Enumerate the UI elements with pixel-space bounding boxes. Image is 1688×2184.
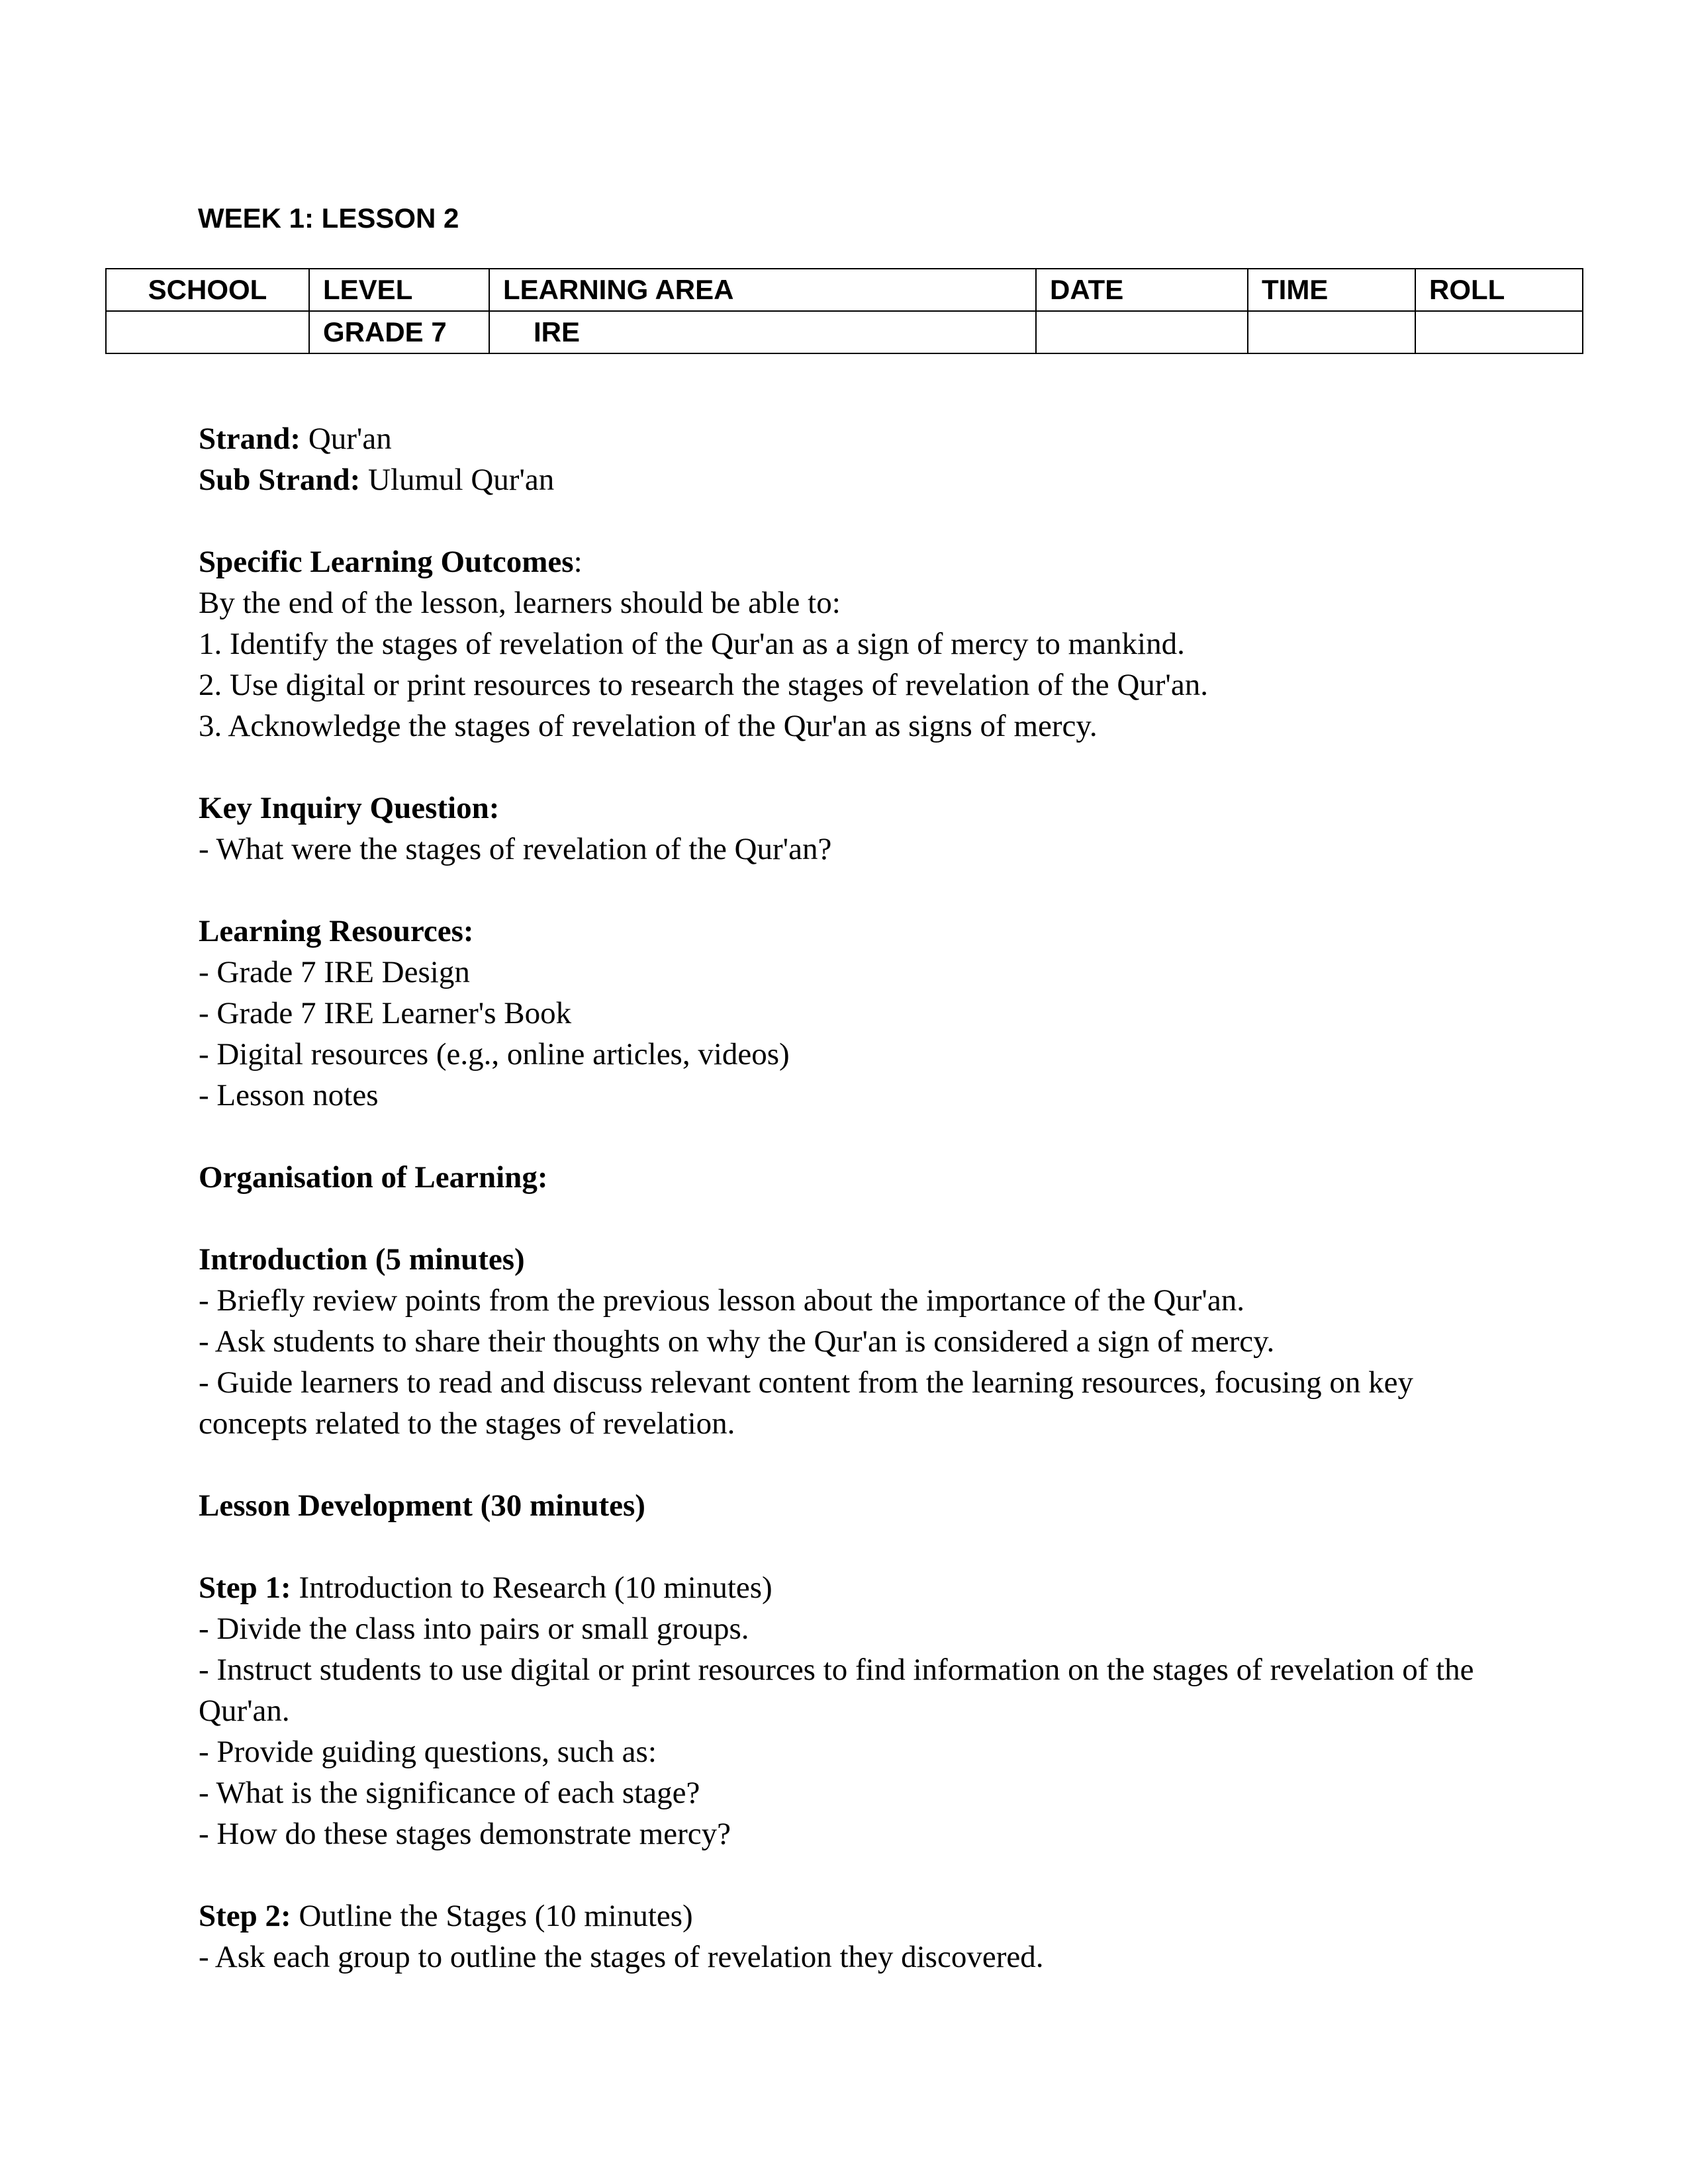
- list-item: 1. Identify the stages of revelation of the Qur'an as a sign of mercy to mankind.: [199, 627, 1185, 661]
- outcomes-intro: By the end of the lesson, learners should be able to:: [199, 586, 841, 620]
- learning-area-cell: IRE: [489, 311, 1036, 353]
- development-heading: Lesson Development (30 minutes): [199, 1488, 645, 1523]
- strand-value: Qur'an: [301, 422, 392, 456]
- list-item: - Lesson notes: [199, 1078, 379, 1113]
- page-title: WEEK 1: LESSON 2: [198, 203, 459, 234]
- outcomes-colon: :: [573, 545, 583, 579]
- list-item: - Grade 7 IRE Learner's Book: [199, 996, 572, 1030]
- list-item: - Digital resources (e.g., online articles, videos): [199, 1037, 790, 1071]
- list-item: - Ask students to share their thoughts on why the Qur'an is considered a sign of mercy.: [199, 1324, 1275, 1359]
- introduction-heading: Introduction (5 minutes): [199, 1242, 525, 1277]
- lesson-body: [199, 418, 1509, 1978]
- table-row: [106, 311, 1583, 353]
- inquiry-heading: Key Inquiry Question:: [199, 791, 500, 825]
- list-item: - Instruct students to use digital or print resources to find information on the stages of revelation of the Qur'an.: [199, 1653, 1474, 1728]
- inquiry-heading-line: [199, 788, 1509, 829]
- resources-heading: Learning Resources:: [199, 914, 474, 948]
- sub-strand-label: Sub Strand:: [199, 463, 361, 497]
- resources-heading-line: [199, 911, 1509, 952]
- lesson-info-table: [105, 268, 1583, 354]
- date-cell: [1036, 311, 1248, 353]
- list-item: - Guide learners to read and discuss relevant content from the learning resources, focusing on key concepts related to the stages of revelation.: [199, 1365, 1413, 1441]
- organisation-heading: Organisation of Learning:: [199, 1160, 548, 1195]
- step1-label: Step 1:: [199, 1570, 291, 1605]
- time-header: TIME: [1248, 269, 1415, 311]
- step1-heading-line: [199, 1567, 1509, 1608]
- sub-strand-line: [199, 459, 1509, 500]
- level-cell: GRADE 7: [309, 311, 489, 353]
- list-item: - What were the stages of revelation of the Qur'an?: [199, 832, 832, 866]
- outcomes-heading-line: [199, 541, 1509, 582]
- level-header: LEVEL: [309, 269, 489, 311]
- list-item: - How do these stages demonstrate mercy?: [199, 1817, 731, 1851]
- roll-cell: [1415, 311, 1583, 353]
- outcomes-heading: Specific Learning Outcomes: [199, 545, 574, 579]
- step2-heading-line: [199, 1895, 1509, 1936]
- list-item: 3. Acknowledge the stages of revelation of the Qur'an as signs of mercy.: [199, 709, 1098, 743]
- step1-title: Introduction to Research (10 minutes): [291, 1570, 773, 1605]
- strand-line: [199, 418, 1509, 459]
- list-item: - Divide the class into pairs or small groups.: [199, 1612, 749, 1646]
- development-heading-line: [199, 1485, 1509, 1526]
- sub-strand-value: Ulumul Qur'an: [360, 463, 555, 497]
- table-header-row: [106, 269, 1583, 311]
- school-header: SCHOOL: [106, 269, 309, 311]
- list-item: - Ask each group to outline the stages of revelation they discovered.: [199, 1940, 1044, 1974]
- time-cell: [1248, 311, 1415, 353]
- strand-label: Strand:: [199, 422, 301, 456]
- school-cell: [106, 311, 309, 353]
- organisation-heading-line: [199, 1157, 1509, 1198]
- introduction-heading-line: [199, 1239, 1509, 1280]
- step2-label: Step 2:: [199, 1899, 291, 1933]
- list-item: 2. Use digital or print resources to research the stages of revelation of the Qur'an.: [199, 668, 1208, 702]
- list-item: - Grade 7 IRE Design: [199, 955, 470, 989]
- list-item: - What is the significance of each stage?: [199, 1776, 700, 1810]
- list-item: - Briefly review points from the previous lesson about the importance of the Qur'an.: [199, 1283, 1244, 1318]
- learning-area-header: LEARNING AREA: [489, 269, 1036, 311]
- roll-header: ROLL: [1415, 269, 1583, 311]
- step2-title: Outline the Stages (10 minutes): [291, 1899, 693, 1933]
- date-header: DATE: [1036, 269, 1248, 311]
- list-item: - Provide guiding questions, such as:: [199, 1735, 657, 1769]
